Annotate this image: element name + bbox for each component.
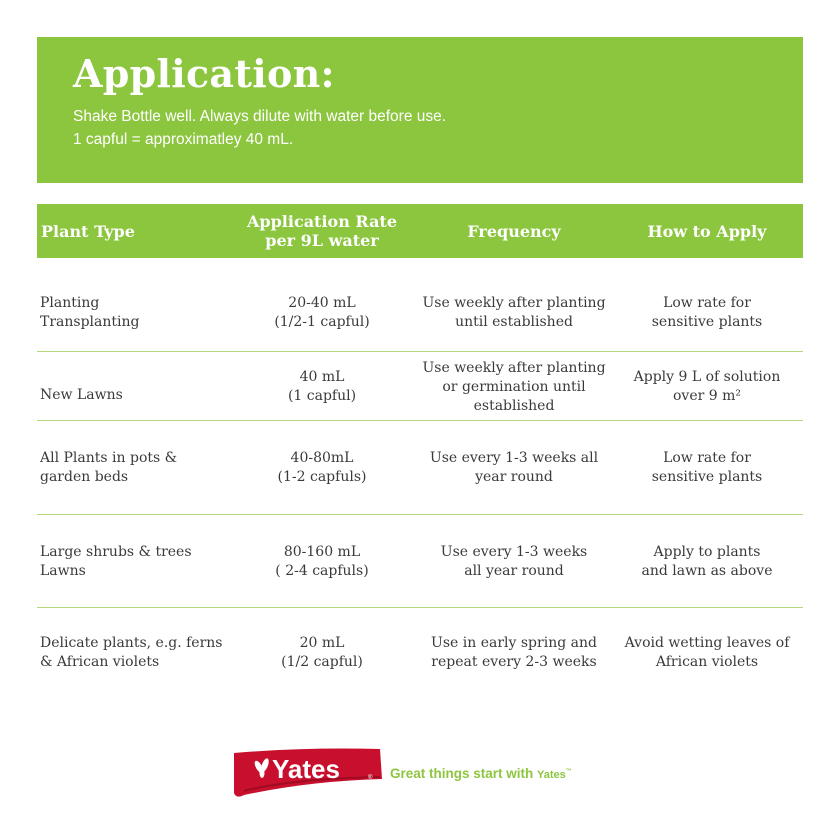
table-row: [37, 625, 803, 681]
brand-tagline: Great things start with Yates™: [390, 765, 572, 781]
header-how-to-apply: How to Apply: [647, 221, 767, 241]
banner-capful-note: 1 capful = approximatley 40 mL.: [73, 131, 294, 148]
row-divider: [37, 420, 803, 421]
cell-frequency: Use weekly after planting until established: [422, 295, 606, 330]
row-divider: [37, 607, 803, 608]
cell-frequency: Use in early spring and repeat every 2-3 weeks: [431, 635, 597, 670]
cell-plant-type: Delicate plants, e.g. ferns & African violets: [40, 635, 223, 670]
cell-rate: 20 mL (1/2 capful): [281, 635, 363, 670]
cell-frequency: Use every 1-3 weeks all year round: [440, 544, 588, 579]
cell-how-to-apply: Low rate for sensitive plants: [651, 450, 763, 485]
cell-rate: 40-80mL (1-2 capfuls): [277, 450, 367, 485]
cell-plant-type: Planting Transplanting: [40, 295, 140, 330]
logo-wordmark: Yates: [272, 754, 340, 784]
cell-rate: 20-40 mL (1/2-1 capful): [274, 295, 370, 330]
table-row: [37, 356, 803, 418]
table-header: [37, 204, 803, 258]
row-divider: [37, 514, 803, 515]
header-application-rate: Application Rate per 9L water: [247, 212, 397, 250]
cell-plant-type: New Lawns: [40, 386, 123, 403]
application-banner: [37, 37, 803, 183]
cell-how-to-apply: Low rate for sensitive plants: [651, 295, 763, 330]
row-divider: [37, 351, 803, 352]
table-row: [37, 440, 803, 496]
cell-frequency: Use every 1-3 weeks all year round: [429, 450, 599, 485]
brand-footer: [230, 744, 572, 800]
cell-how-to-apply: Apply 9 L of solution over 9 m²: [633, 369, 781, 404]
cell-how-to-apply: Apply to plants and lawn as above: [641, 544, 773, 579]
banner-instruction: Shake Bottle well. Always dilute with water before use.: [73, 108, 447, 125]
banner-title: Application:: [73, 51, 335, 96]
cell-rate: 80-160 mL ( 2-4 capfuls): [275, 544, 369, 579]
yates-flower-logo-icon: [230, 745, 382, 799]
svg-text:®: ®: [368, 775, 373, 781]
table-row: [37, 534, 803, 590]
cell-plant-type: All Plants in pots & garden beds: [40, 450, 178, 485]
cell-how-to-apply: Avoid wetting leaves of African violets: [624, 635, 790, 670]
header-plant-type: Plant Type: [41, 221, 135, 241]
cell-plant-type: Large shrubs & trees Lawns: [40, 544, 192, 579]
cell-rate: 40 mL (1 capful): [287, 369, 357, 404]
table-row: [37, 284, 803, 342]
header-frequency: Frequency: [467, 221, 561, 241]
cell-frequency: Use weekly after planting or germination until established: [422, 359, 606, 414]
